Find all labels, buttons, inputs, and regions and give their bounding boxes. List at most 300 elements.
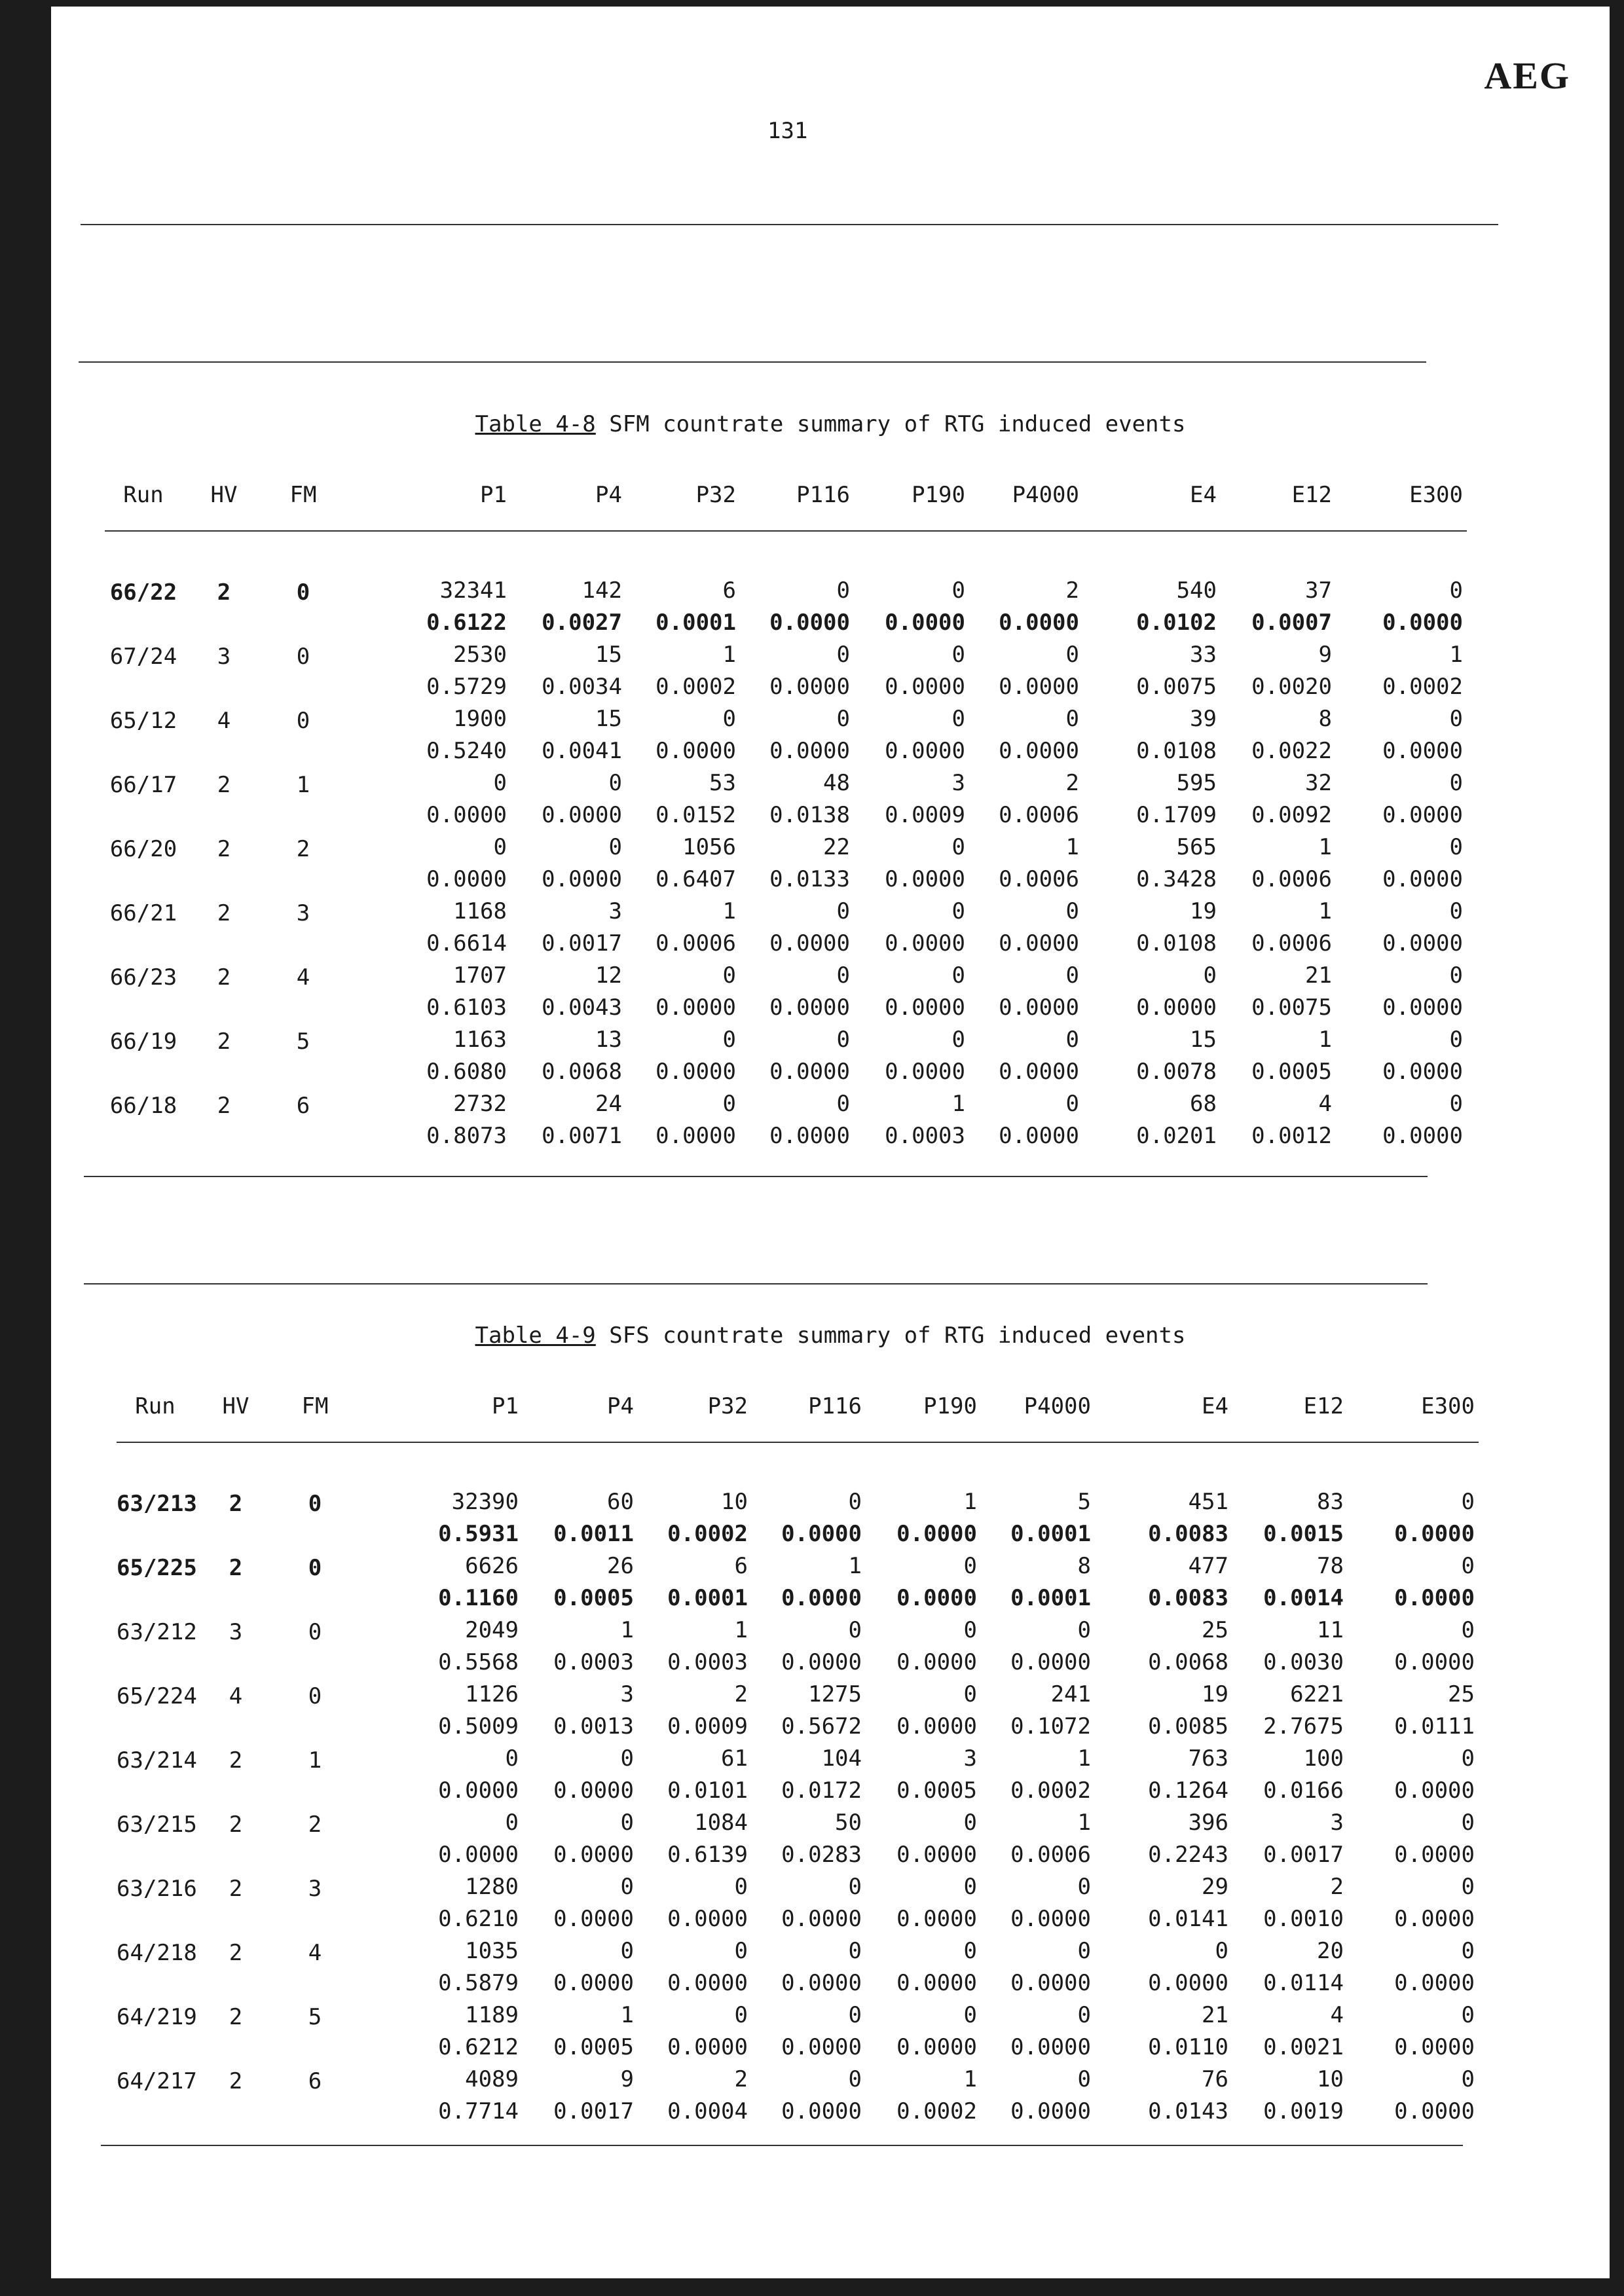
rate-value: 0.5568 [438, 1649, 519, 1675]
cell-fm: 1 [296, 772, 310, 798]
cell-value [740, 703, 854, 767]
count-value: 565 [1176, 834, 1217, 860]
table-bottom-rule [84, 1176, 1428, 1177]
count-value: 0 [722, 1091, 736, 1117]
cell-hv: 2 [229, 1876, 243, 1902]
rate-value: 0.0000 [999, 930, 1079, 957]
count-value: 0 [848, 2066, 862, 2092]
cell-value [352, 1871, 523, 1935]
count-value: 0 [722, 706, 736, 732]
cell-value [752, 1679, 866, 1743]
data-table-sfm [105, 458, 1467, 1152]
count-value: 6 [722, 577, 736, 604]
count-value: 2 [734, 2066, 748, 2092]
cell-value [752, 1743, 866, 1807]
rate-value: 0.0000 [1010, 2034, 1091, 2060]
rate-value: 0.0000 [885, 994, 965, 1021]
count-value: 2 [734, 1681, 748, 1707]
table-row [105, 960, 1467, 1024]
rate-value: 0.0083 [1148, 1521, 1228, 1547]
cell-value [352, 1679, 523, 1743]
rate-value: 0.6407 [655, 866, 736, 892]
count-value: 1 [620, 2002, 634, 2028]
cell-value [1221, 960, 1336, 1024]
rate-value: 0.0141 [1148, 1906, 1228, 1932]
cell-value [341, 896, 511, 960]
rate-value: 0.0000 [781, 1585, 862, 1611]
column-header: E12 [1303, 1393, 1344, 1419]
rate-value: 0.5240 [426, 738, 507, 764]
cell-value [1221, 1088, 1336, 1152]
cell-value [341, 767, 511, 831]
count-value: 0 [1461, 1553, 1475, 1579]
rate-value: 0.0071 [542, 1123, 622, 1149]
cell-value [981, 1550, 1095, 1614]
count-value: 1 [1318, 1027, 1332, 1053]
rate-value: 0.0000 [896, 1713, 977, 1740]
count-value: 1126 [465, 1681, 519, 1707]
cell-value [981, 1871, 1095, 1935]
count-value: 32 [1305, 770, 1332, 796]
cell-value [511, 960, 626, 1024]
rate-value: 0.0075 [1136, 674, 1217, 700]
rate-value: 0.0000 [781, 1649, 862, 1675]
rate-value: 0.0108 [1136, 930, 1217, 957]
rate-value: 0.0002 [655, 674, 736, 700]
count-value: 0 [1065, 1027, 1079, 1053]
cell-value [969, 703, 1083, 767]
rate-value: 0.0000 [896, 1842, 977, 1868]
cell-value [523, 1443, 638, 1550]
cell-value [638, 1614, 752, 1679]
cell-value [341, 639, 511, 703]
rate-value: 0.7714 [438, 2098, 519, 2124]
separator-rule [81, 224, 1498, 225]
count-value: 2 [1330, 1874, 1344, 1900]
cell-value [866, 1743, 981, 1807]
cell-hv: 2 [229, 1812, 243, 1838]
count-value: 60 [607, 1489, 634, 1515]
rate-value: 0.0000 [542, 802, 622, 828]
rate-value: 0.6139 [667, 1842, 748, 1868]
cell-value [626, 896, 740, 960]
rate-value: 0.0000 [553, 1906, 634, 1932]
count-value: 0 [620, 1745, 634, 1772]
count-value: 451 [1188, 1489, 1228, 1515]
count-value: 37 [1305, 577, 1332, 604]
count-value: 0 [951, 642, 965, 668]
count-value: 1 [1318, 898, 1332, 924]
count-value: 0 [951, 834, 965, 860]
rate-value: 0.0000 [1382, 1123, 1463, 1149]
count-value: 0 [1461, 1810, 1475, 1836]
cell-hv: 4 [229, 1683, 243, 1709]
rate-value: 0.0017 [1263, 1842, 1344, 1868]
cell-run: 65/12 [109, 708, 177, 734]
rate-value: 0.0068 [1148, 1649, 1228, 1675]
cell-value [1348, 1743, 1479, 1807]
column-header: P4 [607, 1393, 634, 1419]
cell-value [1336, 1024, 1467, 1088]
count-value: 5 [1077, 1489, 1091, 1515]
header-rule [117, 1442, 1479, 1443]
cell-value [1221, 831, 1336, 896]
column-header: P116 [808, 1393, 862, 1419]
rate-value: 0.6103 [426, 994, 507, 1021]
cell-value [752, 1443, 866, 1550]
count-value: 0 [1065, 706, 1079, 732]
count-value: 6 [734, 1553, 748, 1579]
rate-value: 0.0006 [1010, 1842, 1091, 1868]
count-value: 21 [1305, 962, 1332, 989]
cell-value [752, 1807, 866, 1871]
count-value: 0 [951, 706, 965, 732]
rate-value: 0.0101 [667, 1777, 748, 1804]
count-value: 83 [1317, 1489, 1344, 1515]
rate-value: 0.0083 [1148, 1585, 1228, 1611]
cell-value [341, 831, 511, 896]
count-value: 0 [836, 898, 850, 924]
rate-value: 0.0000 [781, 2034, 862, 2060]
rate-value: 0.0000 [769, 674, 850, 700]
rate-value: 0.0000 [781, 2098, 862, 2124]
count-value: 12 [595, 962, 622, 989]
cell-fm: 4 [296, 964, 310, 991]
count-value: 0 [1461, 1489, 1475, 1515]
cell-value [511, 639, 626, 703]
cell-value [1221, 767, 1336, 831]
cell-value [1232, 1807, 1348, 1871]
count-value: 0 [848, 1874, 862, 1900]
rate-value: 0.0000 [655, 738, 736, 764]
count-value: 595 [1176, 770, 1217, 796]
count-value: 68 [1190, 1091, 1217, 1117]
cell-value [511, 1088, 626, 1152]
count-value: 0 [1065, 962, 1079, 989]
rate-value: 0.0000 [1394, 1842, 1475, 1868]
rate-value: 0.0075 [1251, 994, 1332, 1021]
count-value: 3 [963, 1745, 977, 1772]
rate-value: 0.0000 [1382, 1059, 1463, 1085]
rate-value: 0.0034 [542, 674, 622, 700]
cell-run: 65/224 [117, 1683, 197, 1709]
count-value: 1 [1065, 834, 1079, 860]
column-header: HV [210, 482, 238, 508]
rate-value: 0.0000 [896, 1906, 977, 1932]
rate-value: 0.6614 [426, 930, 507, 957]
cell-value [523, 1550, 638, 1614]
cell-value [1095, 1743, 1232, 1807]
count-value: 0 [963, 1874, 977, 1900]
rate-value: 0.5672 [781, 1713, 862, 1740]
rate-value: 0.0092 [1251, 802, 1332, 828]
count-value: 0 [963, 1938, 977, 1964]
cell-value [1232, 1679, 1348, 1743]
rate-value: 0.0000 [781, 1521, 862, 1547]
table-row [105, 532, 1467, 639]
cell-value [341, 703, 511, 767]
table-row [105, 896, 1467, 960]
count-value: 6221 [1290, 1681, 1344, 1707]
rate-value: 0.0172 [781, 1777, 862, 1804]
count-value: 1 [1318, 834, 1332, 860]
rate-value: 0.0000 [769, 610, 850, 636]
count-value: 15 [1190, 1027, 1217, 1053]
rate-value: 0.0108 [1136, 738, 1217, 764]
count-value: 1707 [453, 962, 507, 989]
rate-value: 0.0002 [667, 1521, 748, 1547]
cell-fm: 2 [308, 1812, 322, 1838]
rate-value: 0.0000 [999, 674, 1079, 700]
rate-value: 0.0000 [1382, 866, 1463, 892]
rate-value: 0.0078 [1136, 1059, 1217, 1085]
count-value: 763 [1188, 1745, 1228, 1772]
rate-value: 0.0009 [885, 802, 965, 828]
count-value: 0 [951, 962, 965, 989]
count-value: 4 [1330, 2002, 1344, 2028]
count-value: 0 [836, 1027, 850, 1053]
cell-value [626, 767, 740, 831]
count-value: 20 [1317, 1938, 1344, 1964]
cell-value [981, 1614, 1095, 1679]
rate-value: 0.0000 [1394, 1777, 1475, 1804]
cell-fm: 3 [296, 900, 310, 926]
cell-value [523, 2064, 638, 2128]
count-value: 29 [1202, 1874, 1228, 1900]
rate-value: 0.1264 [1148, 1777, 1228, 1804]
cell-value [740, 960, 854, 1024]
cell-value [1232, 1743, 1348, 1807]
count-value: 0 [848, 1617, 862, 1643]
cell-value [341, 1024, 511, 1088]
rate-value: 0.0005 [896, 1777, 977, 1804]
cell-hv: 4 [217, 708, 231, 734]
count-value: 53 [709, 770, 736, 796]
cell-hv: 3 [217, 644, 231, 670]
rate-value: 0.0043 [542, 994, 622, 1021]
cell-value [740, 896, 854, 960]
cell-fm: 0 [296, 708, 310, 734]
count-value: 0 [848, 1938, 862, 1964]
cell-value [752, 1550, 866, 1614]
cell-hv: 3 [229, 1619, 243, 1645]
cell-run: 63/215 [117, 1812, 197, 1838]
rate-value: 0.0000 [1136, 994, 1217, 1021]
count-value: 26 [607, 1553, 634, 1579]
rate-value: 0.0000 [655, 1059, 736, 1085]
cell-value [626, 532, 740, 639]
rate-value: 0.2243 [1148, 1842, 1228, 1868]
cell-value [626, 703, 740, 767]
rate-value: 0.0006 [1251, 930, 1332, 957]
cell-value [1232, 1443, 1348, 1550]
table-caption [51, 411, 1610, 437]
count-value: 2 [1065, 770, 1079, 796]
cell-value [866, 1614, 981, 1679]
cell-value [1232, 2064, 1348, 2128]
column-header: E300 [1409, 482, 1463, 508]
count-value: 0 [1461, 1745, 1475, 1772]
cell-value [1095, 1935, 1232, 1999]
rate-value: 0.0014 [1263, 1585, 1344, 1611]
cell-value [638, 1871, 752, 1935]
rate-value: 0.0019 [1263, 2098, 1344, 2124]
count-value: 1 [951, 1091, 965, 1117]
table-row [117, 1550, 1479, 1614]
count-value: 0 [1077, 2002, 1091, 2028]
cell-value [1348, 1443, 1479, 1550]
count-value: 100 [1303, 1745, 1344, 1772]
rate-value: 0.0006 [655, 930, 736, 957]
cell-value [1095, 1679, 1232, 1743]
count-value: 1163 [453, 1027, 507, 1053]
count-value: 1 [620, 1617, 634, 1643]
cell-value [1083, 831, 1221, 896]
cell-value [1232, 1999, 1348, 2064]
count-value: 0 [1449, 962, 1463, 989]
count-value: 1 [734, 1617, 748, 1643]
cell-value [511, 767, 626, 831]
rate-value: 0.5879 [438, 1970, 519, 1996]
cell-value [969, 532, 1083, 639]
table-row [117, 1935, 1479, 1999]
count-value: 1 [1077, 1745, 1091, 1772]
count-value: 76 [1202, 2066, 1228, 2092]
cell-run: 63/216 [117, 1876, 197, 1902]
rate-value: 0.0001 [1010, 1521, 1091, 1547]
count-value: 0 [848, 2002, 862, 2028]
rate-value: 0.0010 [1263, 1906, 1344, 1932]
count-value: 1168 [453, 898, 507, 924]
column-header: P1 [492, 1393, 519, 1419]
rate-value: 0.5729 [426, 674, 507, 700]
rate-value: 0.0000 [1394, 1521, 1475, 1547]
rate-value: 0.0000 [1394, 1649, 1475, 1675]
column-header: Run [123, 482, 164, 508]
cell-run: 66/23 [109, 964, 177, 991]
count-value: 24 [595, 1091, 622, 1117]
rate-value: 0.0005 [553, 2034, 634, 2060]
cell-hv: 2 [217, 1093, 231, 1119]
count-value: 241 [1050, 1681, 1091, 1707]
cell-value [638, 1443, 752, 1550]
rate-value: 0.0000 [667, 1906, 748, 1932]
cell-value [752, 1999, 866, 2064]
count-value: 0 [1461, 1617, 1475, 1643]
count-value: 1 [1449, 642, 1463, 668]
table-row [117, 1743, 1479, 1807]
count-value: 1084 [694, 1810, 748, 1836]
cell-value [1221, 896, 1336, 960]
cell-value [352, 1999, 523, 2064]
cell-value [1095, 2064, 1232, 2128]
rate-value: 0.0000 [1394, 1970, 1475, 1996]
count-value: 15 [595, 706, 622, 732]
rate-value: 0.6122 [426, 610, 507, 636]
cell-value [638, 1743, 752, 1807]
column-header: P32 [695, 482, 736, 508]
count-value: 0 [722, 962, 736, 989]
cell-value [341, 532, 511, 639]
count-value: 2049 [465, 1617, 519, 1643]
cell-value [1336, 767, 1467, 831]
rate-value: 0.0000 [667, 2034, 748, 2060]
count-value: 19 [1202, 1681, 1228, 1707]
count-value: 0 [505, 1810, 519, 1836]
rate-value: 0.0000 [1010, 1970, 1091, 1996]
cell-value [523, 1743, 638, 1807]
rate-value: 0.6210 [438, 1906, 519, 1932]
cell-value [523, 1614, 638, 1679]
cell-value [740, 1088, 854, 1152]
cell-value [352, 2064, 523, 2128]
rate-value: 0.0000 [542, 866, 622, 892]
column-header: E4 [1202, 1393, 1228, 1419]
rate-value: 0.0006 [1251, 866, 1332, 892]
count-value: 4 [1318, 1091, 1332, 1117]
count-value: 0 [963, 1553, 977, 1579]
rate-value: 0.5009 [438, 1713, 519, 1740]
rate-value: 0.0000 [769, 1059, 850, 1085]
cell-value [969, 767, 1083, 831]
cell-fm: 6 [308, 2068, 322, 2094]
column-header: E300 [1421, 1393, 1475, 1419]
cell-value [626, 1088, 740, 1152]
rate-value: 0.0004 [667, 2098, 748, 2124]
cell-value [854, 703, 969, 767]
count-value: 0 [722, 1027, 736, 1053]
cell-value [854, 1024, 969, 1088]
rate-value: 0.0013 [553, 1713, 634, 1740]
cell-value [352, 1443, 523, 1550]
cell-run: 63/214 [117, 1747, 197, 1774]
cell-value [511, 831, 626, 896]
header-rule [105, 530, 1467, 532]
rate-value: 0.0006 [999, 866, 1079, 892]
count-value: 0 [1461, 2066, 1475, 2092]
cell-value [352, 1550, 523, 1614]
count-value: 0 [1461, 2002, 1475, 2028]
cell-run: 66/22 [109, 579, 177, 606]
rate-value: 0.0000 [896, 1521, 977, 1547]
count-value: 0 [963, 1681, 977, 1707]
count-value: 0 [608, 834, 622, 860]
cell-value [1336, 896, 1467, 960]
cell-value [740, 639, 854, 703]
cell-value [1336, 1088, 1467, 1152]
rate-value: 0.0068 [542, 1059, 622, 1085]
rate-value: 0.0000 [1382, 802, 1463, 828]
count-value: 1 [848, 1553, 862, 1579]
cell-value [752, 1935, 866, 1999]
count-value: 0 [951, 577, 965, 604]
rate-value: 0.0000 [999, 1059, 1079, 1085]
rate-value: 0.0000 [896, 1585, 977, 1611]
cell-hv: 2 [217, 900, 231, 926]
cell-value [854, 1088, 969, 1152]
count-value: 0 [734, 2002, 748, 2028]
count-value: 0 [1203, 962, 1217, 989]
count-value: 104 [821, 1745, 862, 1772]
cell-value [981, 1999, 1095, 2064]
rate-value: 0.0085 [1148, 1713, 1228, 1740]
count-value: 0 [1215, 1938, 1228, 1964]
page-number: 131 [767, 118, 808, 144]
cell-fm: 0 [308, 1683, 322, 1709]
cell-value [866, 1443, 981, 1550]
cell-run: 64/218 [117, 1940, 197, 1966]
rate-value: 0.0027 [542, 610, 622, 636]
